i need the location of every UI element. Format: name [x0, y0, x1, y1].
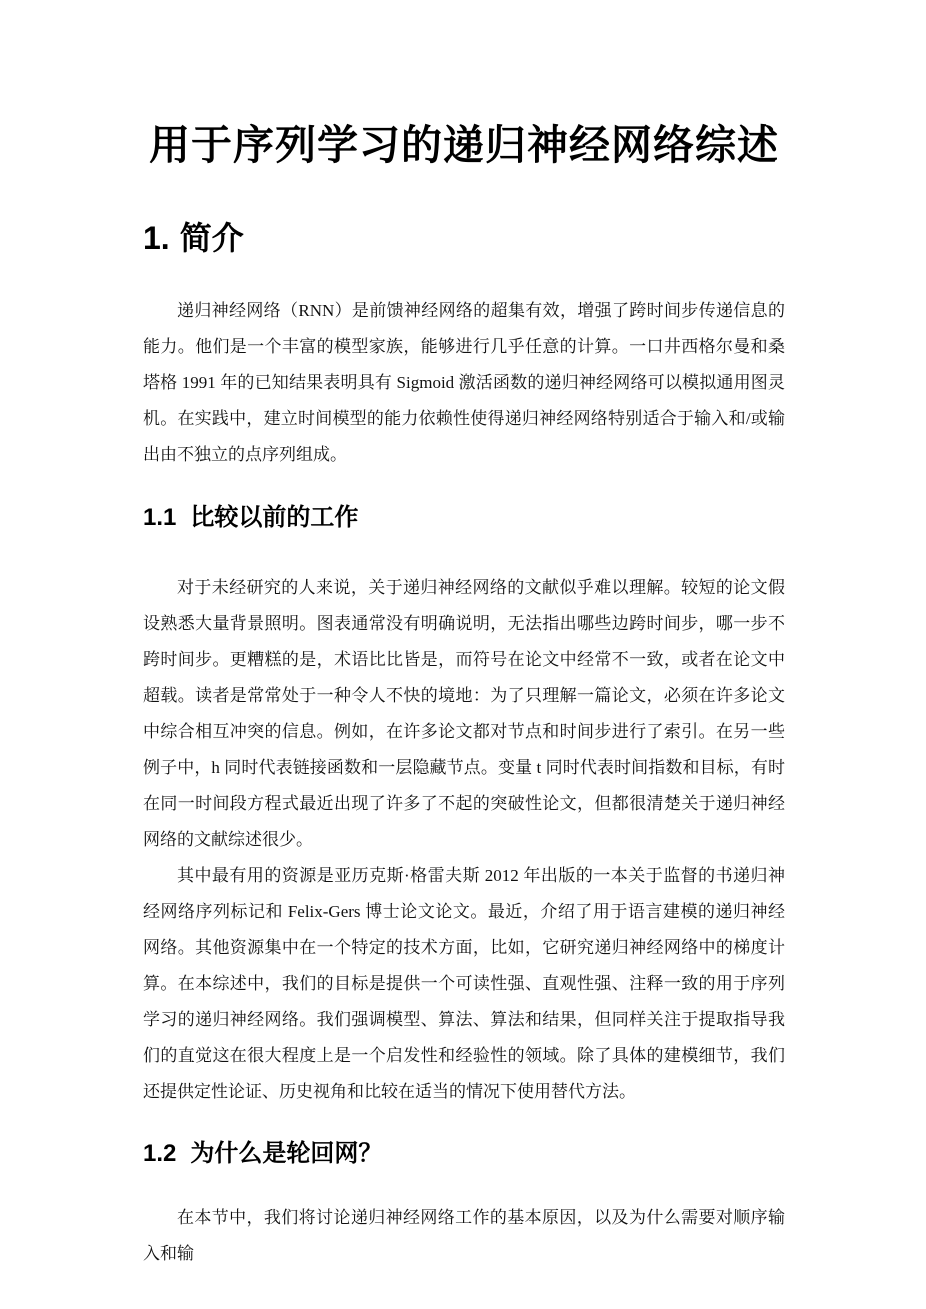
prior-work-paragraph-1: 对于未经研究的人来说，关于递归神经网络的文献似乎难以理解。较短的论文假设熟悉大量背景照明。图表通常没有明确说明，无法指出哪些边跨时间步，哪一步不跨时间步。更糟糕的是，术语比比皆是，而符号在论文中经常不一致，或者在论文中超载。读者是常常处于一种令人不快的境地：为了只理解一篇论文，必须在许多论文中综合相互冲突的信息。例如，在许多论文都对节点和时间步进行了索引。在另一些例子中，h 同时代表链接函数和一层隐藏节点。变量 t 同时代表时间指数和目标，有时在同一时间段方程式最近出现了许多了不起的突破性论文，但都很清楚关于递归神经网络的文献综述很少。	[143, 578, 785, 849]
document-title: 用于序列学习的递归神经网络综述	[149, 122, 779, 168]
section-1-title: 简介	[179, 220, 244, 256]
section-1-1-number: 1.1	[143, 504, 177, 531]
intro-paragraph: 递归神经网络（RNN）是前馈神经网络的超集有效，增强了跨时间步传递信息的能力。他们是一个丰富的模型家族，能够进行几乎任意的计算。一口井西格尔曼和桑塔格 1991 年的已知结果表明具有 Sigmoid 激活函数的递归神经网络可以模拟通用图灵机。在实践中，建立时间模型的能力依赖性使得递归神经网络特别适合于输入和/或输出由不独立的点序列组成。	[143, 301, 785, 464]
why-recurrent-paragraph: 在本节中，我们将讨论递归神经网络工作的基本原因，以及为什么需要对顺序输入和输	[143, 1208, 785, 1263]
document-content	[143, 118, 785, 1272]
section-1-2-title: 为什么是轮回网？	[190, 1140, 383, 1167]
section-heading-1-1	[143, 501, 785, 535]
section-1-2-number: 1.2	[143, 1140, 177, 1167]
section-heading-1-2	[143, 1137, 785, 1171]
section-1-number: 1.	[143, 220, 170, 256]
prior-work-paragraph-2: 其中最有用的资源是亚历克斯·格雷夫斯 2012 年出版的一本关于监督的书递归神经网络序列标记和 Felix-Gers 博士论文论文。最近，介绍了用于语言建模的递归神经网络。其他资源集中在一个特定的技术方面，比如，它研究递归神经网络中的梯度计算。在本综述中，我们的目标是提供一个可读性强、直观性强、注释一致的用于序列学习的递归神经网络。我们强调模型、算法、算法和结果，但同样关注于提取指导我们的直觉这在很大程度上是一个启发性和经验性的领域。除了具体的建模细节，我们还提供定性论证、历史视角和比较在适当的情况下使用替代方法。	[143, 866, 785, 1101]
section-1-1-title: 比较以前的工作	[190, 504, 359, 531]
section-heading-1	[143, 218, 785, 258]
